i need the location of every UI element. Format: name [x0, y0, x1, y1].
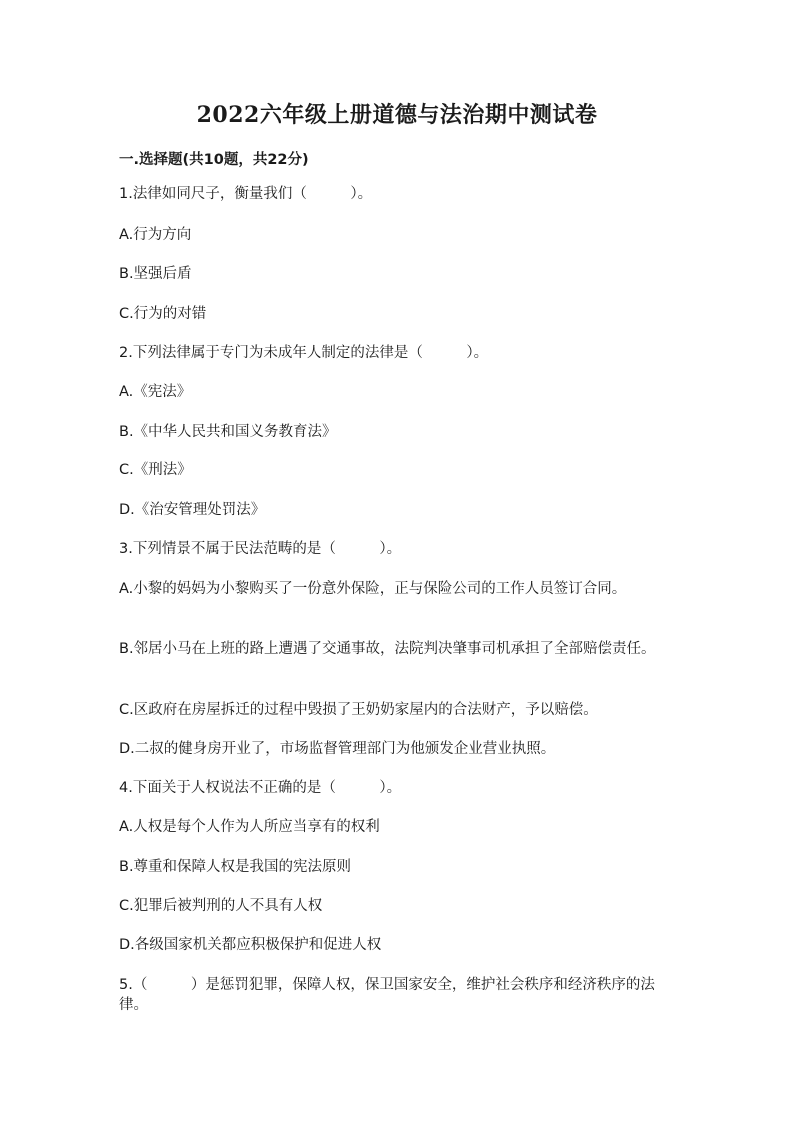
option-4d: D.各级国家机关都应积极保护和促进人权	[119, 937, 382, 953]
question-2: 2.下列法律属于专门为未成年人制定的法律是（ ）。	[119, 345, 489, 361]
option-4c: C.犯罪后被判刑的人不具有人权	[119, 898, 323, 914]
question-3: 3.下列情景不属于民法范畴的是（ ）。	[119, 541, 402, 557]
option-1c: C.行为的对错	[119, 306, 207, 322]
option-1a: A.行为方向	[119, 227, 192, 243]
question-4: 4.下面关于人权说法不正确的是（ ）。	[119, 780, 402, 796]
question-5: 5.（ ）是惩罚犯罪，保障人权，保卫国家安全，维护社会秩序和经济秩序的法律。	[119, 977, 655, 1013]
section-heading: 一.选择题(共10题，共22分)	[119, 152, 309, 168]
option-4b: B.尊重和保障人权是我国的宪法原则	[119, 859, 352, 875]
option-2c: C.《刑法》	[119, 462, 192, 478]
page-title: 2022六年级上册道德与法治期中测试卷	[196, 102, 598, 128]
option-2d: D.《治安管理处罚法》	[119, 502, 266, 518]
option-3c: C.区政府在房屋拆迁的过程中毁损了王奶奶家屋内的合法财产，予以赔偿。	[119, 702, 598, 718]
option-4a: A.人权是每个人作为人所应当享有的权利	[119, 819, 380, 835]
option-3b: B.邻居小马在上班的路上遭遇了交通事故，法院判决肇事司机承担了全部赔偿责任。	[119, 641, 656, 657]
option-3a: A.小黎的妈妈为小黎购买了一份意外保险，正与保险公司的工作人员签订合同。	[119, 581, 627, 597]
question-1: 1.法律如同尺子，衡量我们（ ）。	[119, 186, 373, 202]
option-3d: D.二叔的健身房开业了，市场监督管理部门为他颁发企业营业执照。	[119, 741, 556, 757]
option-2b: B.《中华人民共和国义务教育法》	[119, 424, 337, 440]
option-1b: B.坚强后盾	[119, 266, 192, 282]
option-2a: A.《宪法》	[119, 384, 192, 400]
